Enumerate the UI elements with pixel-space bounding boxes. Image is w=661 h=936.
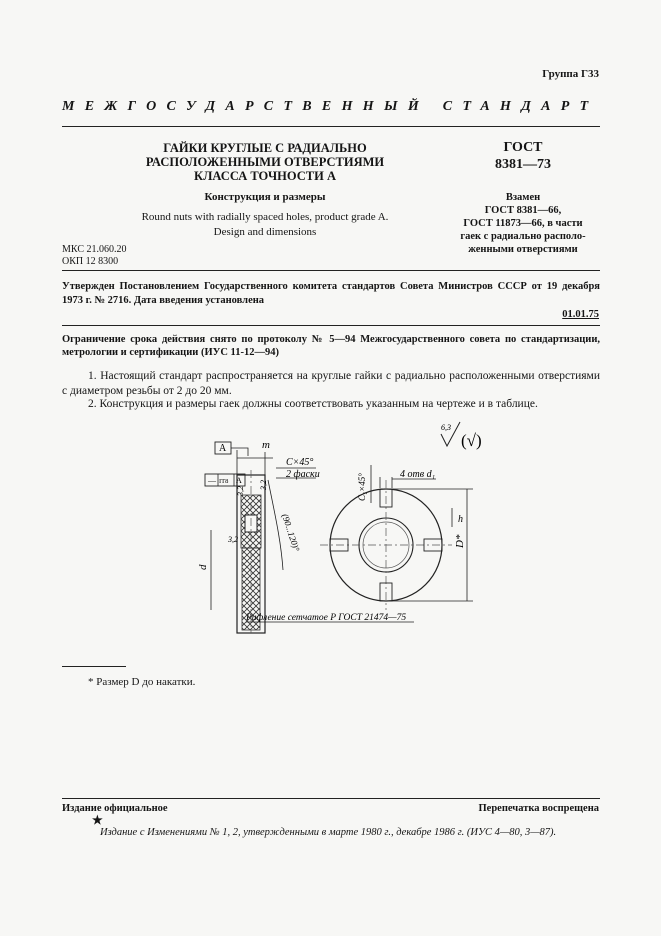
- tolerance-value: IT8: [219, 478, 229, 485]
- footnote-divider: [62, 666, 126, 667]
- replaces-note: [453, 191, 593, 256]
- title-ru: [120, 141, 410, 183]
- chamfer-c1: C₁×45°: [357, 473, 367, 501]
- angle-label: (90...120)°: [280, 512, 302, 553]
- knurl-label: Рифление сетчатое P ГОСТ 21474—75: [246, 613, 407, 623]
- chamfer-note: 2 фаски: [286, 469, 320, 480]
- replace-line: ГОСТ 8381—66,: [484, 205, 562, 216]
- gost-block: [453, 139, 593, 256]
- title-en-line: Round nuts with radially spaced holes, product grade A.: [141, 211, 389, 223]
- holes-label: 4 отв d₁: [400, 469, 436, 480]
- classification-codes: [62, 244, 126, 268]
- subtitle: Конструкция и размеры: [204, 191, 326, 203]
- section-divider: [62, 270, 600, 271]
- nut-technical-drawing: [190, 420, 520, 635]
- section-divider: [62, 325, 600, 326]
- tolerance-datum: A: [236, 476, 242, 485]
- dim-D: D*: [454, 534, 466, 548]
- title-en: [120, 210, 410, 240]
- limitation-text: Ограничение срока действия снято по протоколу № 5—94 Межгосударственного совета по стандартизации, метрологии и сертификации (ИУС 11-12—94): [62, 334, 600, 358]
- title-en-line: Design and dimensions: [213, 226, 317, 238]
- title-block: [120, 141, 410, 240]
- tolerance-frame: [205, 474, 245, 486]
- dim-m: m: [262, 439, 270, 451]
- front-view: [320, 465, 473, 610]
- datum-marker: [215, 442, 248, 456]
- title-line: РАСПОЛОЖЕННЫМИ ОТВЕРСТИЯМИ: [145, 155, 385, 169]
- datum-label: A: [219, 443, 227, 454]
- standard-banner: МЕЖГОСУДАРСТВЕННЫЙ СТАНДАРТ: [62, 99, 599, 114]
- surface-finish: [441, 422, 482, 450]
- mks-code: МКС 21.060.20: [62, 244, 127, 255]
- title-line: КЛАССА ТОЧНОСТИ А: [194, 169, 336, 183]
- dim-h: h: [458, 514, 463, 525]
- group-label: Группа Г33: [542, 68, 599, 80]
- approval-text: Утвержден Постановлением Государственного комитета стандартов Совета Министров СССР от 19 декабря 1973 г. № 2716. Дата введения установлена: [62, 281, 600, 306]
- replace-line: гаек с радиально располо-: [460, 231, 586, 242]
- official-edition: Издание официальное: [62, 803, 168, 814]
- dim-d: d: [197, 564, 209, 570]
- paragraph-1: 1. Настоящий стандарт распространяется на круглые гайки с радиально расположенными отверстиями с диаметром резьбы от 2 до 20 мм.: [62, 370, 600, 397]
- star-marker: ★: [92, 813, 103, 827]
- replace-line: женными отверстиями: [468, 244, 578, 255]
- tolerance-symbol: —: [208, 476, 216, 485]
- gost-label: ГОСТ: [503, 140, 543, 155]
- header-divider: [62, 126, 600, 127]
- chamfer-label: C×45°: [286, 457, 314, 468]
- surface-paren: (√): [461, 431, 482, 450]
- reprint-note: Перепечатка воспрещена: [478, 803, 599, 814]
- side-view: [197, 439, 320, 633]
- title-line: ГАЙКИ КРУГЛЫЕ С РАДИАЛЬНО: [163, 141, 367, 155]
- okp-code: ОКП 12 8300: [62, 256, 119, 267]
- edition-note: Издание с Изменениями № 1, 2, утвержденными в марте 1980 г., декабре 1986 г. (ИУС 4—80, 3—87).: [100, 827, 557, 838]
- roughness-bore: 3,2: [228, 535, 238, 544]
- footer-divider: [62, 798, 600, 799]
- replace-line: Взамен: [505, 192, 541, 203]
- footnote: * Размер D до накатки.: [88, 676, 196, 688]
- intro-date: 01.01.75: [562, 309, 599, 320]
- roughness-right: 3,2: [259, 480, 268, 490]
- angle-leader: [268, 480, 283, 570]
- knurl-callout: [245, 612, 414, 623]
- roughness-left: 3,2: [236, 486, 245, 496]
- paragraph-2: 2. Конструкция и размеры гаек должны соответствовать указанным на чертеже и в таблице.: [88, 398, 538, 410]
- surface-mark: 6,3: [441, 423, 451, 432]
- gost-number: 8381—73: [495, 157, 551, 172]
- replace-line: ГОСТ 11873—66, в части: [463, 218, 583, 229]
